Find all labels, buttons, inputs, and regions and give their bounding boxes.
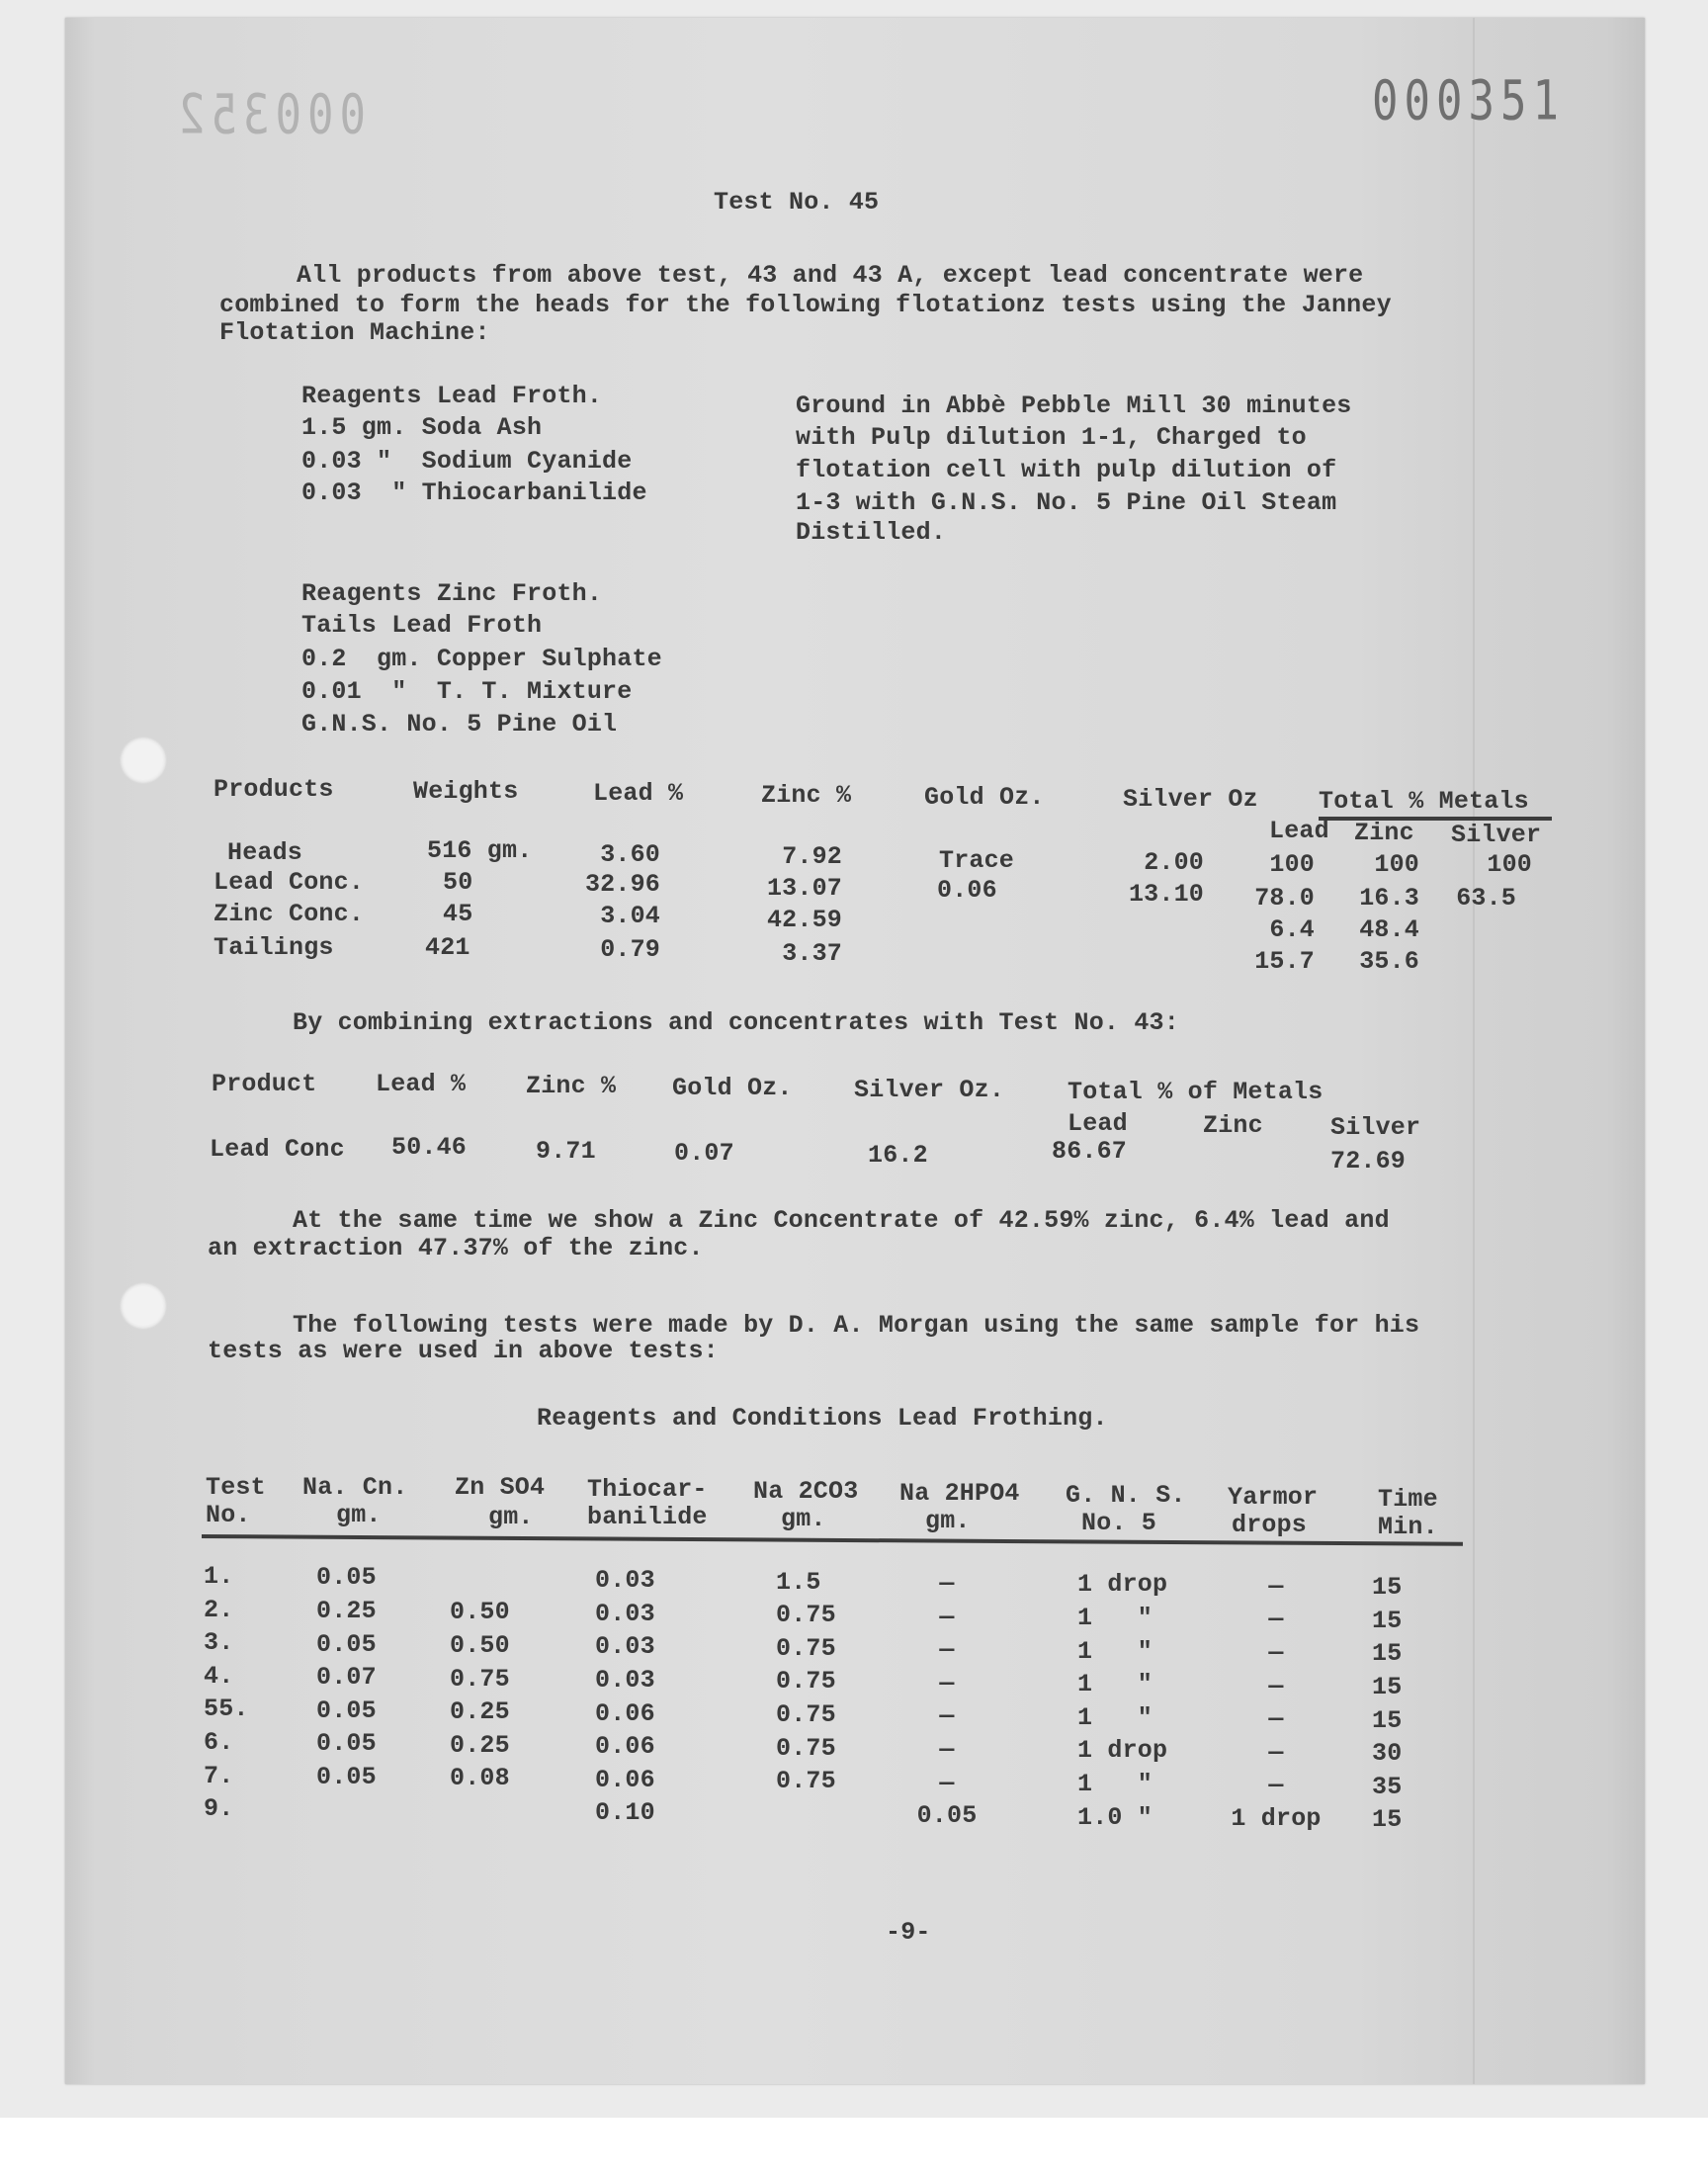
- table-cell-time-min: 15: [1372, 1673, 1403, 1701]
- table-cell-total-lead: 78.0: [1254, 884, 1315, 913]
- sub-header: Zinc: [1203, 1111, 1263, 1140]
- table-cell-test-no: 9.: [204, 1794, 234, 1824]
- table-cell-total-lead: 86.67: [1052, 1137, 1128, 1166]
- table-cell-gns-no5: 1 ": [1077, 1670, 1153, 1699]
- table-cell-weight: 50: [443, 868, 473, 897]
- table-cell-lead: 32.96: [584, 870, 660, 899]
- table-cell-na2hpo4: —: [939, 1668, 955, 1697]
- table-cell-na-cn: 0.05: [316, 1563, 377, 1593]
- table-cell-product: Heads: [227, 838, 303, 867]
- table-cell-na2co3: 0.75: [776, 1633, 836, 1663]
- table-cell-lead: 3.04: [600, 902, 660, 930]
- col-header: Weights: [413, 777, 519, 806]
- fold-line: [1473, 18, 1475, 2084]
- table-cell-gold: Trace: [939, 846, 1015, 875]
- table-cell-product: Lead Conc.: [214, 868, 365, 897]
- table-cell-time-min: 15: [1372, 1573, 1403, 1603]
- grinding-note-line: with Pulp dilution 1-1, Charged to: [796, 423, 1307, 452]
- col-header: Product: [212, 1070, 317, 1098]
- table-cell-total-silver: 63.5: [1456, 884, 1516, 913]
- table-cell-total-zinc: 35.6: [1359, 947, 1419, 976]
- table-cell-na-cn: 0.25: [316, 1597, 377, 1625]
- col-subheader: gm.: [781, 1505, 826, 1533]
- col-header: Yarmor: [1228, 1483, 1319, 1512]
- table-cell-na2co3: 0.75: [776, 1767, 836, 1796]
- table-cell-yarmor-drops: —: [1268, 1605, 1284, 1634]
- col-header: Test: [206, 1473, 266, 1502]
- table-cell-yarmor-drops: —: [1268, 1704, 1284, 1734]
- table-cell-gns-no5: 1 drop: [1077, 1570, 1168, 1600]
- table-cell-silver: 16.2: [868, 1141, 928, 1170]
- table-cell-yarmor-drops: —: [1268, 1771, 1284, 1800]
- col-header: Zinc %: [761, 781, 852, 810]
- table-cell-test-no: 55.: [204, 1695, 249, 1724]
- bleed-through-stamp: 000352: [173, 83, 366, 146]
- table-cell-product: Tailings: [214, 933, 334, 962]
- table-cell-gns-no5: 1.0 ": [1077, 1802, 1153, 1832]
- col-header: Zinc %: [526, 1072, 617, 1100]
- lead-reagent-line: 1.5 gm. Soda Ash: [301, 413, 543, 442]
- table-cell-test-no: 6.: [204, 1728, 234, 1757]
- col-header: Lead %: [593, 779, 684, 808]
- table-cell-na2co3: 0.75: [776, 1601, 836, 1630]
- lead-reagents-heading: Reagents Lead Froth.: [301, 382, 603, 410]
- table-cell-zinc: 13.07: [766, 874, 842, 903]
- col-header: Products: [214, 775, 334, 804]
- grinding-note-line: 1-3 with G.N.S. No. 5 Pine Oil Steam: [796, 488, 1337, 517]
- table-cell-zn-so4: 0.50: [450, 1631, 510, 1660]
- punch-hole-top: [120, 737, 167, 784]
- morgan-note-line: The following tests were made by D. A. Morgan using the same sample for his: [293, 1311, 1420, 1340]
- table-cell-thiocarbanilide: 0.03: [595, 1666, 655, 1695]
- table-cell-total-zinc: 100: [1374, 850, 1419, 879]
- table-cell-thiocarbanilide: 0.03: [595, 1566, 655, 1596]
- table-cell-na-cn: 0.05: [316, 1629, 377, 1659]
- zinc-reagent-line: Tails Lead Froth: [301, 611, 543, 640]
- table-cell-na2co3: 0.75: [776, 1700, 836, 1729]
- col-subheader: No. 5: [1081, 1509, 1157, 1537]
- table-cell-zn-so4: 0.50: [450, 1598, 510, 1627]
- lead-reagent-line: 0.03 " Thiocarbanilide: [301, 478, 647, 507]
- table-cell-test-no: 4.: [204, 1661, 234, 1691]
- total-metals-header: Total % of Metals: [1068, 1078, 1324, 1106]
- table-cell-lead: 3.60: [600, 840, 660, 869]
- table-cell-na2hpo4: —: [939, 1602, 955, 1631]
- sub-header: Zinc: [1354, 819, 1414, 847]
- zinc-reagent-line: 0.01 " T. T. Mixture: [301, 677, 633, 706]
- table-cell-total-silver: 72.69: [1330, 1147, 1407, 1175]
- table-cell-yarmor-drops: 1 drop: [1231, 1804, 1322, 1833]
- table-cell-total-zinc: 48.4: [1359, 915, 1419, 944]
- col-header: Silver Oz: [1123, 785, 1258, 814]
- table-cell-na-cn: 0.05: [316, 1763, 377, 1791]
- col-header: Time: [1378, 1485, 1438, 1514]
- table-cell-test-no: 7.: [204, 1761, 234, 1790]
- intro-line-3: Flotation Machine:: [219, 318, 490, 347]
- table-cell-total-lead: 100: [1269, 850, 1315, 879]
- table-cell-total-zinc: 16.3: [1359, 884, 1419, 913]
- table-cell-thiocarbanilide: 0.03: [595, 1599, 655, 1628]
- table-cell-na2hpo4: —: [939, 1768, 955, 1797]
- col-header: G. N. S.: [1066, 1481, 1186, 1510]
- table-cell-yarmor-drops: —: [1268, 1638, 1284, 1667]
- table-cell-time-min: 35: [1372, 1772, 1403, 1801]
- col-header: Lead %: [376, 1070, 467, 1098]
- col-subheader: gm.: [488, 1503, 534, 1531]
- zinc-reagent-line: 0.2 gm. Copper Sulphate: [301, 645, 662, 673]
- sub-header: Lead: [1068, 1109, 1128, 1138]
- table-cell-zn-so4: 0.08: [450, 1764, 510, 1793]
- table-cell-thiocarbanilide: 0.03: [595, 1632, 655, 1662]
- table-cell-silver: 13.10: [1128, 880, 1204, 909]
- table-cell-gold: 0.07: [674, 1139, 734, 1168]
- table-cell-weight: 421: [425, 933, 470, 962]
- table-cell-gns-no5: 1 ": [1077, 1636, 1153, 1666]
- col-header: Silver Oz.: [854, 1076, 1005, 1104]
- table-cell-yarmor-drops: —: [1268, 1571, 1284, 1601]
- table-cell-na2co3: 0.75: [776, 1733, 836, 1763]
- table-cell-lead: 0.79: [600, 935, 660, 964]
- table-cell-test-no: 1.: [204, 1562, 234, 1591]
- page-serial-stamp: 000351: [1372, 69, 1565, 132]
- table-cell-time-min: 15: [1372, 1705, 1403, 1735]
- table-cell-gold: 0.06: [937, 876, 997, 905]
- grinding-note-line: Ground in Abbè Pebble Mill 30 minutes: [796, 392, 1352, 420]
- table-cell-time-min: 30: [1372, 1739, 1403, 1769]
- table-cell-test-no: 2.: [204, 1595, 234, 1624]
- table-cell-product: Zinc Conc.: [214, 900, 365, 928]
- table-cell-zn-so4: 0.75: [450, 1664, 510, 1694]
- table-cell-total-silver: 100: [1487, 850, 1532, 879]
- combining-statement: By combining extractions and concentrates with Test No. 43:: [293, 1008, 1179, 1037]
- document-title: Test No. 45: [714, 188, 880, 217]
- table-cell-zinc: 3.37: [782, 939, 842, 968]
- col-subheader: gm.: [925, 1507, 971, 1535]
- table-cell-lead: 50.46: [391, 1133, 468, 1162]
- table-cell-weight: 516 gm.: [427, 836, 533, 865]
- table-cell-na2hpo4: —: [939, 1701, 955, 1731]
- table-cell-total-lead: 15.7: [1254, 947, 1315, 976]
- table-cell-thiocarbanilide: 0.06: [595, 1732, 655, 1762]
- table-cell-thiocarbanilide: 0.10: [595, 1798, 655, 1828]
- lead-reagent-line: 0.03 " Sodium Cyanide: [301, 447, 633, 476]
- table-cell-total-lead: 6.4: [1269, 915, 1315, 944]
- col-header: Gold Oz.: [924, 783, 1045, 812]
- sub-header: Lead: [1269, 817, 1329, 845]
- zinc-reagent-line: G.N.S. No. 5 Pine Oil: [301, 710, 618, 739]
- table-cell-test-no: 3.: [204, 1628, 234, 1658]
- col-header: Zn SO4: [455, 1473, 546, 1502]
- table-cell-na2hpo4: —: [939, 1569, 955, 1598]
- zinc-reagents-heading: Reagents Zinc Froth.: [301, 579, 603, 608]
- table-cell-gns-no5: 1 ": [1077, 1770, 1153, 1798]
- zinc-note-line: an extraction 47.37% of the zinc.: [208, 1234, 704, 1262]
- col-header: Na. Cn.: [302, 1473, 408, 1502]
- table-cell-na-cn: 0.05: [316, 1729, 377, 1759]
- table-cell-na2hpo4: 0.05: [916, 1801, 978, 1831]
- intro-line-2: combined to form the heads for the following flotationz tests using the Janney: [219, 291, 1392, 319]
- table-cell-gns-no5: 1 drop: [1077, 1736, 1168, 1766]
- sub-header: Silver: [1451, 821, 1542, 849]
- table-cell-weight: 45: [443, 900, 473, 928]
- table-cell-silver: 2.00: [1144, 848, 1204, 877]
- grinding-note-line: Distilled.: [796, 518, 947, 547]
- col-subheader: Min.: [1378, 1513, 1438, 1541]
- punch-hole-bottom: [120, 1282, 167, 1330]
- table-cell-na2hpo4: —: [939, 1735, 955, 1764]
- total-metals-header: Total % Metals: [1319, 787, 1529, 816]
- col-subheader: drops: [1232, 1511, 1308, 1539]
- table-cell-zn-so4: 0.25: [450, 1730, 510, 1760]
- table-cell-time-min: 15: [1372, 1805, 1403, 1835]
- table-cell-na2co3: 0.75: [776, 1667, 836, 1696]
- table-cell-zinc: 9.71: [536, 1137, 596, 1166]
- table-cell-zn-so4: 0.25: [450, 1697, 510, 1727]
- morgan-note-line: tests as were used in above tests:: [208, 1337, 719, 1365]
- table-cell-na2hpo4: —: [939, 1635, 955, 1665]
- table-cell-zinc: 42.59: [766, 906, 842, 934]
- table-cell-zinc: 7.92: [782, 842, 842, 871]
- col-subheader: banilide: [587, 1503, 708, 1531]
- zinc-note-line: At the same time we show a Zinc Concentrate of 42.59% zinc, 6.4% lead and: [293, 1206, 1390, 1235]
- grinding-note-line: flotation cell with pulp dilution of: [796, 456, 1337, 484]
- table-cell-na2co3: 1.5: [776, 1567, 821, 1597]
- table-cell-na-cn: 0.05: [316, 1696, 377, 1725]
- table-cell-gns-no5: 1 ": [1077, 1702, 1153, 1732]
- table-cell-yarmor-drops: —: [1268, 1671, 1284, 1700]
- table-cell-thiocarbanilide: 0.06: [595, 1698, 655, 1728]
- col-header: Gold Oz.: [672, 1074, 793, 1102]
- col-header: Na 2HPO4: [899, 1479, 1020, 1508]
- page-number: -9-: [886, 1918, 931, 1947]
- col-subheader: No.: [206, 1501, 251, 1529]
- table-cell-product: Lead Conc: [210, 1135, 345, 1164]
- intro-line-1: All products from above test, 43 and 43 A, except lead concentrate were: [297, 261, 1364, 290]
- table-cell-na-cn: 0.07: [316, 1663, 377, 1693]
- col-subheader: gm.: [336, 1501, 382, 1529]
- lead-frothing-heading: Reagents and Conditions Lead Frothing.: [537, 1404, 1108, 1433]
- col-header: Na 2CO3: [753, 1477, 859, 1506]
- col-header: Thiocar-: [587, 1475, 708, 1504]
- sub-header: Silver: [1330, 1113, 1421, 1142]
- table-cell-thiocarbanilide: 0.06: [595, 1765, 655, 1794]
- table-cell-yarmor-drops: —: [1268, 1737, 1284, 1767]
- table-cell-time-min: 15: [1372, 1639, 1403, 1669]
- table-cell-gns-no5: 1 ": [1077, 1604, 1153, 1632]
- table-cell-time-min: 15: [1372, 1606, 1403, 1635]
